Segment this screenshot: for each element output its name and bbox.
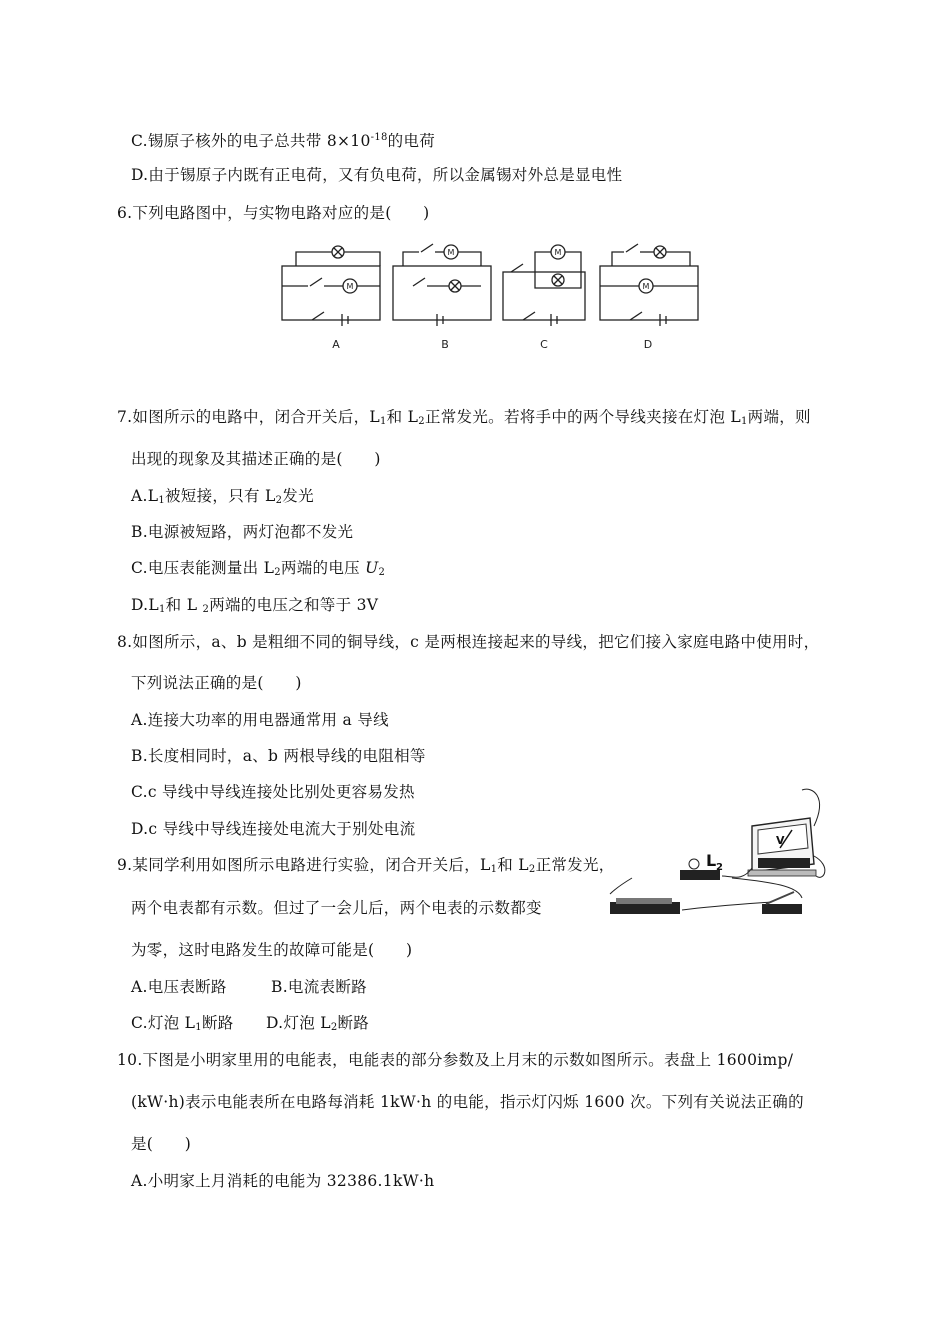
q9-c-part: C.灯泡 L xyxy=(131,1014,196,1032)
voltmeter-label: V xyxy=(776,834,785,847)
q7-a-sub: 1 xyxy=(158,495,165,506)
voltmeter-icon xyxy=(748,818,816,876)
q8-option-b: B.长度相同时，a、b 两根导线的电阻相等 xyxy=(131,747,426,765)
motor-symbol-c: M xyxy=(554,248,562,257)
q7-a-part: 被短接，只有 L xyxy=(165,487,276,505)
q7-d-sub: 1 xyxy=(159,604,166,615)
q10-stem-line2: (kW·h)表示电能表所在电路每消耗 1kW·h 的电能，指示灯闪烁 1600 次。下列有关说法正确的 xyxy=(131,1093,804,1111)
q7-sub: 2 xyxy=(418,416,425,427)
label-c: C xyxy=(540,338,548,351)
q9-apparatus-figure xyxy=(602,786,832,926)
lamp-label: L xyxy=(706,851,717,870)
q10-stem-line3: 是( ) xyxy=(131,1135,192,1153)
q7-stem-part: 两端，则 xyxy=(747,408,811,426)
motor-symbol-b: M xyxy=(447,248,455,257)
q7-d-part: 两端的电压之和等于 3V xyxy=(209,596,379,614)
q7-stem-part: 7.如图所示的电路中，闭合开关后，L xyxy=(117,408,380,426)
q9-option-c xyxy=(131,1013,234,1038)
q9-stem-line1 xyxy=(117,855,615,880)
q9-c-part: 断路 xyxy=(201,1014,234,1032)
q7-option-d xyxy=(131,595,378,620)
q7-a-sub: 2 xyxy=(275,495,283,506)
q5-option-c-text: C.锡原子核外的电子总共带 8×10 xyxy=(131,132,371,150)
q5-option-d: D.由于锡原子内既有正电荷，又有负电荷，所以金属锡对外总是显电性 xyxy=(131,166,623,184)
label-b: B xyxy=(441,338,449,351)
q7-d-part: 和 L xyxy=(165,596,203,614)
circuit-c xyxy=(503,245,585,326)
q9-d-sub: 2 xyxy=(330,1022,338,1033)
battery-icon xyxy=(610,898,680,914)
q8-option-c: C.c 导线中导线连接处比别处更容易发热 xyxy=(131,783,415,801)
q10-option-a: A.小明家上月消耗的电能为 32386.1kW·h xyxy=(131,1172,435,1190)
q9-stem-part: 正常发光， xyxy=(535,856,615,874)
q7-c-part: C.电压表能测量出 L xyxy=(131,559,275,577)
q7-a-part: 发光 xyxy=(282,487,314,505)
q5-option-c-text-end: 的电荷 xyxy=(387,132,436,150)
motor-symbol-a: M xyxy=(346,282,354,291)
q7-option-a xyxy=(131,486,314,511)
circuit-a xyxy=(282,246,380,326)
q7-c-sub: 2 xyxy=(274,567,281,578)
q7-option-b: B.电源被短路，两灯泡都不发光 xyxy=(131,523,354,541)
label-d: D xyxy=(643,338,653,351)
q9-stem-part: 和 L xyxy=(497,856,529,874)
q6-circuit-figure xyxy=(270,238,710,356)
q5-option-c-exponent: -18 xyxy=(370,132,388,143)
q7-c-part: 两端的电压 xyxy=(280,559,366,577)
q7-stem-part: 正常发光。若将手中的两个导线夹接在灯泡 L xyxy=(424,408,741,426)
motor-symbol-d: M xyxy=(642,282,650,291)
q7-c-voltage-sub: 2 xyxy=(378,567,386,578)
q6-circuit-svg xyxy=(270,238,710,356)
q7-stem-line1 xyxy=(117,407,811,432)
q6-stem: 6.下列电路图中，与实物电路对应的是( ) xyxy=(117,204,430,222)
q7-c-voltage-symbol: U xyxy=(365,559,379,577)
q9-stem-line2: 两个电表都有示数。但过了一会儿后，两个电表的示数都变 xyxy=(131,899,542,917)
q9-apparatus-svg xyxy=(602,786,832,926)
q7-sub: 1 xyxy=(740,416,748,427)
q5-option-c xyxy=(131,128,435,151)
label-a: A xyxy=(332,338,340,351)
lamp-label-sub: 2 xyxy=(716,862,723,873)
q7-d-sub: 2 xyxy=(202,604,210,615)
q9-option-b: B.电流表断路 xyxy=(271,978,367,996)
q8-option-d: D.c 导线中导线连接处电流大于别处电流 xyxy=(131,820,416,838)
q8-option-a: A.连接大功率的用电器通常用 a 导线 xyxy=(131,711,389,729)
q9-d-part: 断路 xyxy=(337,1014,370,1032)
q9-d-part: D.灯泡 L xyxy=(266,1014,331,1032)
q7-option-c xyxy=(131,558,385,583)
q7-d-part: D.L xyxy=(131,596,159,614)
q7-stem-part: 和 L xyxy=(386,408,419,426)
lamp-icon xyxy=(680,851,723,880)
q9-sub: 1 xyxy=(490,864,498,875)
q9-stem-line3: 为零，这时电路发生的故障可能是( ) xyxy=(131,941,413,959)
circuit-b xyxy=(393,244,491,326)
q8-stem-line1: 8.如图所示，a、b 是粗细不同的铜导线，c 是两根连接起来的导线，把它们接入家庭电路中使用时， xyxy=(117,633,820,651)
q8-stem-line2: 下列说法正确的是( ) xyxy=(131,674,302,692)
q7-stem-line2: 出现的现象及其描述正确的是( ) xyxy=(131,450,381,468)
q9-option-d xyxy=(266,1013,369,1038)
q9-option-a: A.电压表断路 xyxy=(131,978,227,996)
q9-sub: 2 xyxy=(528,864,536,875)
q10-stem-line1: 10.下图是小明家里用的电能表，电能表的部分参数及上月末的示数如图所示。表盘上 1600imp/ xyxy=(117,1051,794,1069)
switch-icon xyxy=(762,892,802,914)
q7-a-part: A.L xyxy=(131,487,159,505)
q9-c-sub: 1 xyxy=(195,1022,202,1033)
q7-sub: 1 xyxy=(379,416,387,427)
q9-stem-part: 9.某同学利用如图所示电路进行实验，闭合开关后，L xyxy=(117,856,491,874)
